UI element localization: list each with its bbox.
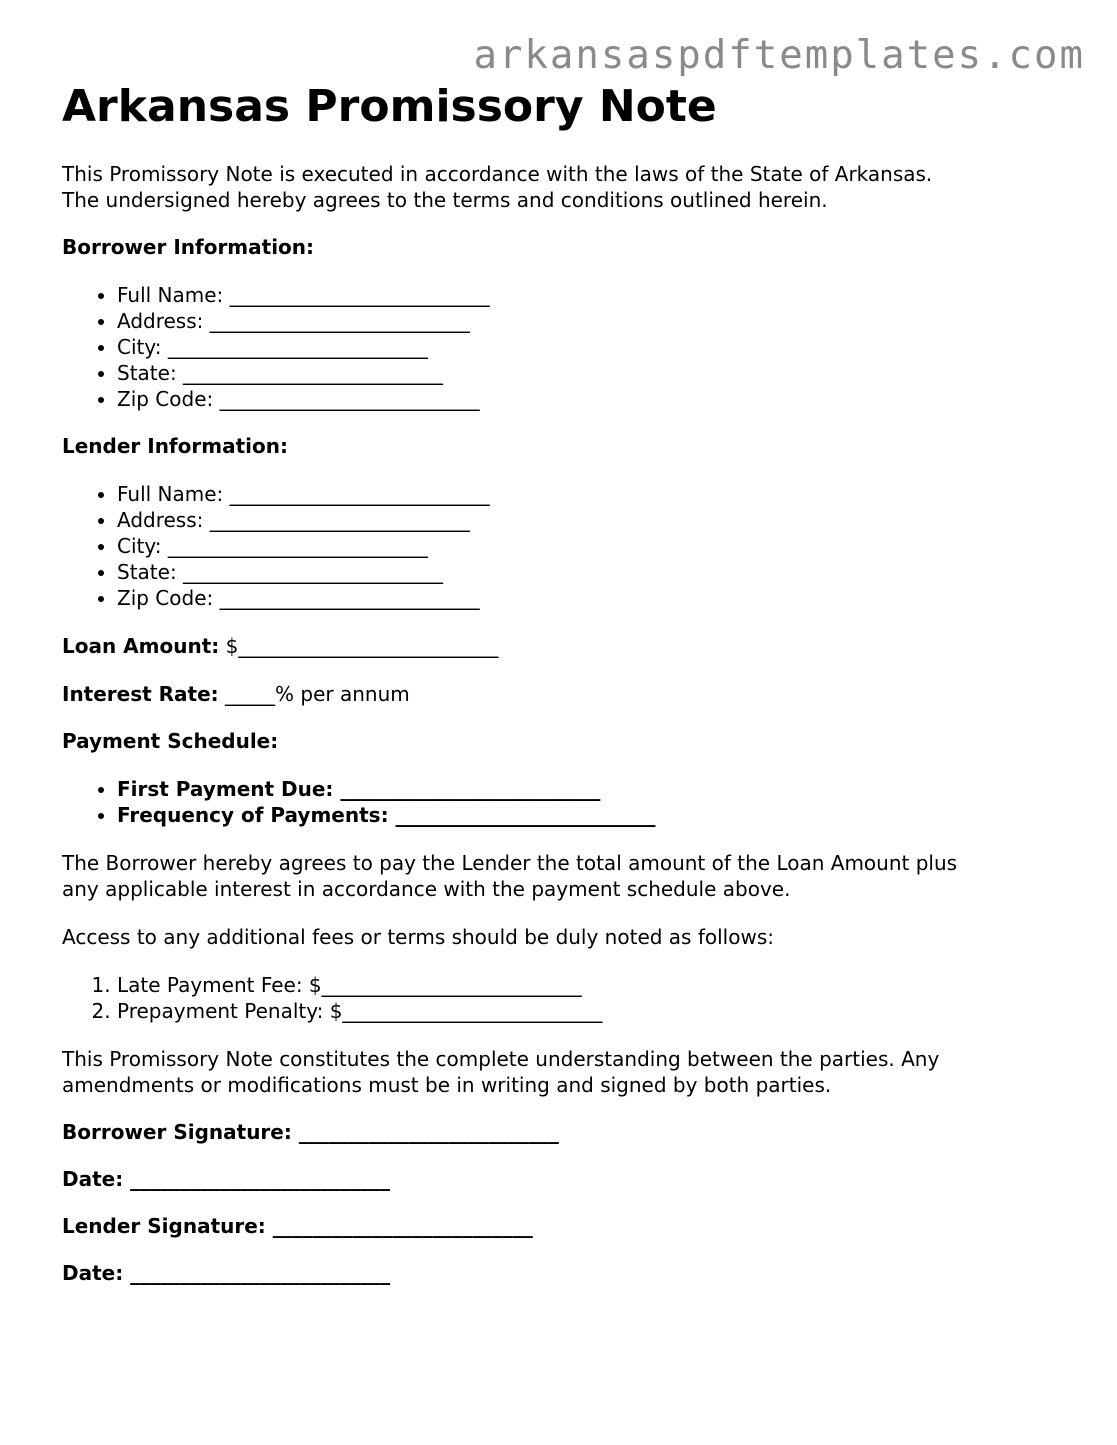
borrower-zip-field[interactable]: • Zip Code: __________________________ [117,386,1072,412]
lender-signature-field[interactable]: Lender Signature: __________________________ [62,1214,533,1238]
lender-zip-field[interactable]: • Zip Code: __________________________ [117,585,1072,611]
document-title: Arkansas Promissory Note [62,81,717,132]
intro-paragraph [62,161,1072,213]
loan-amount-line [62,633,1072,659]
closing-paragraph [62,1046,1072,1098]
borrower-heading: Borrower Information: [62,235,315,259]
closing-line: amendments or modifications must be in writing and signed by both parties. [62,1073,832,1097]
borrower-address-field[interactable]: • Address: __________________________ [117,308,1072,334]
late-payment-fee-field[interactable]: 1. Late Payment Fee: $__________________________ [117,972,1072,998]
prepayment-penalty-field[interactable]: 2. Prepayment Penalty: $__________________________ [117,998,1072,1024]
fees-intro: Access to any additional fees or terms should be duly noted as follows: [62,925,774,949]
agreement-paragraph [62,850,1072,902]
payment-schedule-fields [62,776,1072,828]
lender-heading: Lender Information: [62,434,288,458]
borrower-state-field[interactable]: • State: __________________________ [117,360,1072,386]
interest-rate-label: Interest Rate: [62,682,219,706]
agreement-line: The Borrower hereby agrees to pay the Lender the total amount of the Loan Amount plus [62,851,958,875]
lender-city-field[interactable]: • City: __________________________ [117,533,1072,559]
loan-amount-field[interactable]: $__________________________ [219,634,499,658]
borrower-city-field[interactable]: • City: __________________________ [117,334,1072,360]
loan-amount-label: Loan Amount: [62,634,220,658]
document-page [62,80,1072,1286]
payment-schedule-heading: Payment Schedule: [62,729,279,753]
first-payment-due-field[interactable]: • First Payment Due: __________________________ [117,776,1072,802]
lender-full-name-field[interactable]: • Full Name: __________________________ [117,481,1072,507]
interest-rate-field[interactable]: _____% per annum [218,682,410,706]
borrower-date-field[interactable]: Date: __________________________ [62,1167,391,1191]
borrower-full-name-field[interactable]: • Full Name: __________________________ [117,282,1072,308]
lender-fields [62,481,1072,611]
watermark: arkansaspdftemplates.com [473,33,1085,78]
lender-date-field[interactable]: Date: __________________________ [62,1261,391,1285]
intro-line: The undersigned hereby agrees to the terms and conditions outlined herein. [62,188,828,212]
agreement-line: any applicable interest in accordance with the payment schedule above. [62,877,791,901]
payment-frequency-field[interactable]: • Frequency of Payments: __________________________ [117,802,1072,828]
interest-rate-line [62,681,1072,707]
fees-list [62,972,1072,1024]
borrower-signature-field[interactable]: Borrower Signature: __________________________ [62,1120,559,1144]
intro-line: This Promissory Note is executed in accordance with the laws of the State of Arkansas. [62,162,933,186]
borrower-fields [62,282,1072,412]
closing-line: This Promissory Note constitutes the complete understanding between the parties. Any [62,1047,940,1071]
lender-state-field[interactable]: • State: __________________________ [117,559,1072,585]
lender-address-field[interactable]: • Address: __________________________ [117,507,1072,533]
